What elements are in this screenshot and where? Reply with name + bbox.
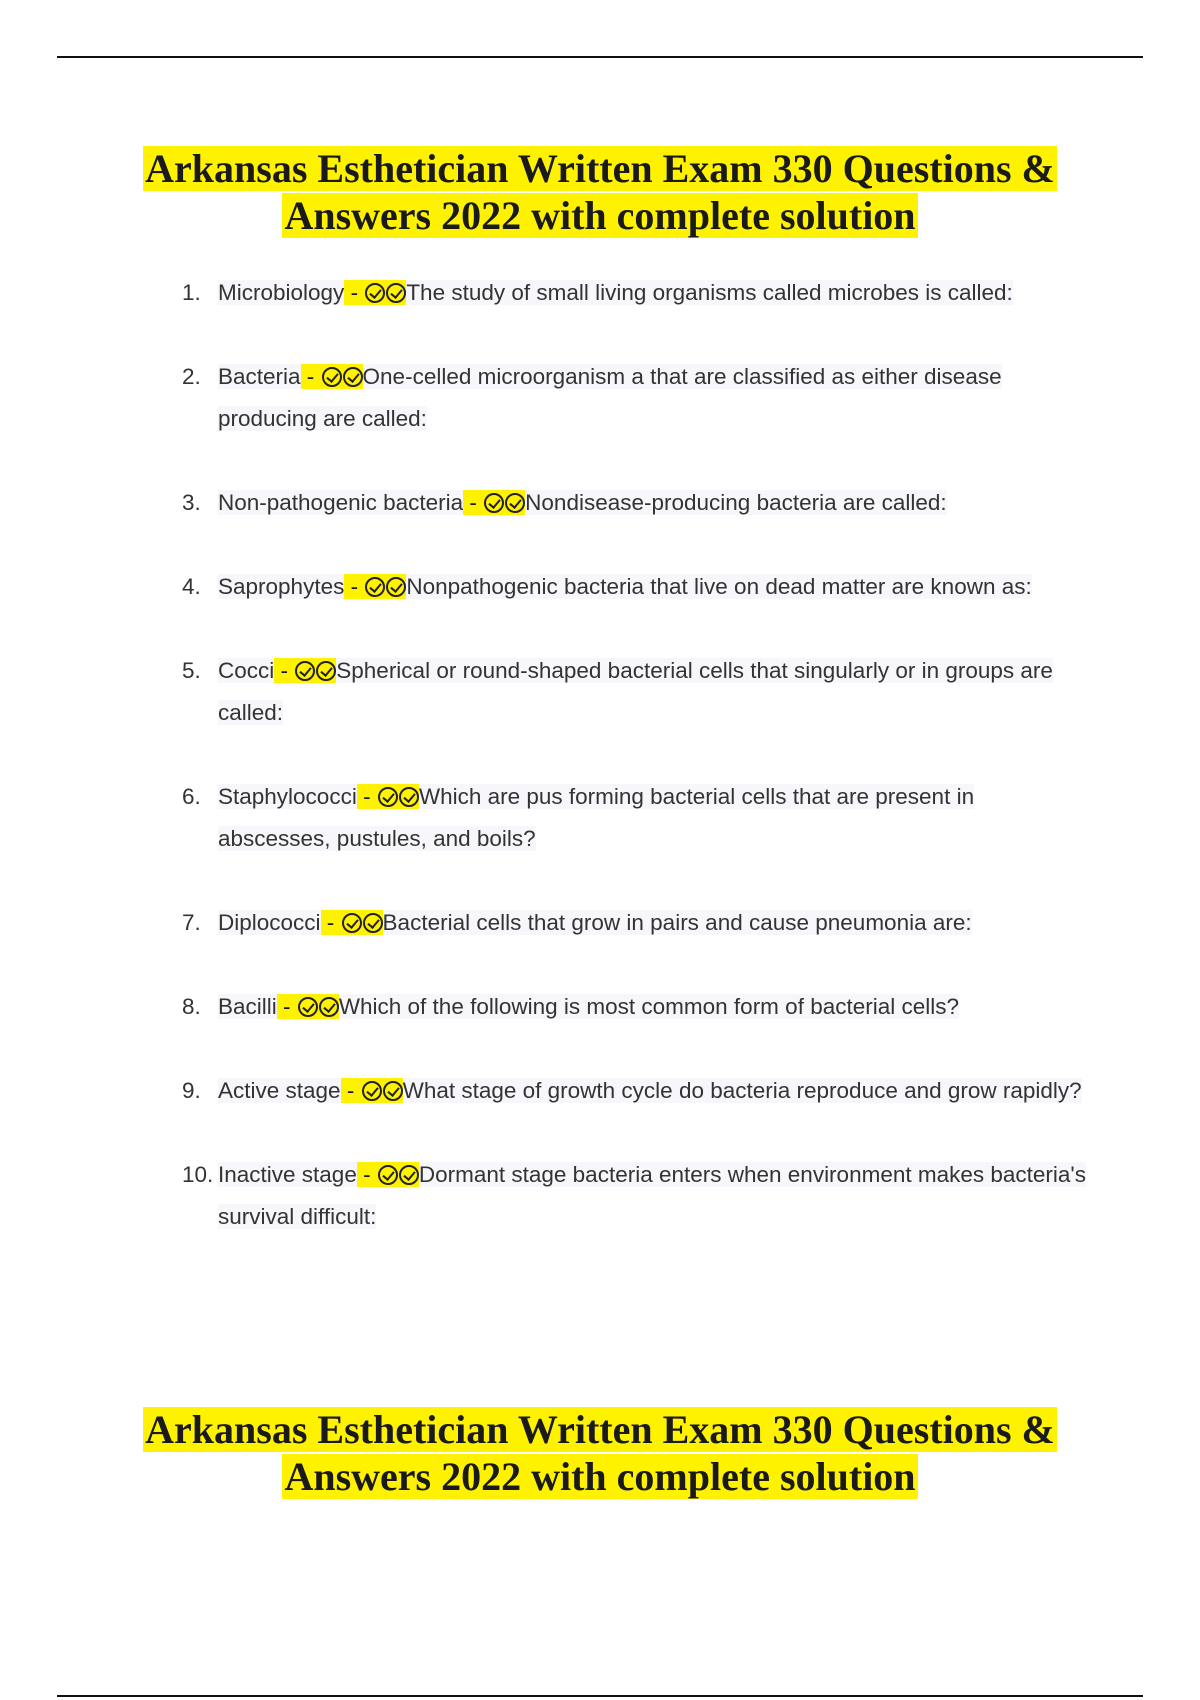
- separator-dash: -: [300, 364, 321, 389]
- list-item: [170, 986, 1090, 1028]
- checkmark-icon: [378, 787, 398, 807]
- list-item: [170, 902, 1090, 944]
- question-text: Nondisease-producing bacteria are called:: [525, 490, 947, 515]
- checkmark-icon: [378, 1165, 398, 1185]
- checkmark-icon: [319, 997, 339, 1017]
- checkmark-icon: [363, 913, 383, 933]
- question-text: Which are pus forming bacterial cells that are present in abscesses, pustules, and boils?: [218, 784, 975, 851]
- answer-term: Cocci: [218, 658, 275, 683]
- title-line-1: Arkansas Esthetician Written Exam 330 Questions &: [145, 146, 1055, 191]
- item-body: [218, 280, 1013, 305]
- separator-dash: -: [320, 910, 341, 935]
- checkmark-icon: [365, 577, 385, 597]
- checkmark-icon: [362, 1081, 382, 1101]
- answer-term: Diplococci: [218, 910, 321, 935]
- item-number: 4.: [182, 574, 201, 599]
- answer-separator: [341, 1078, 403, 1103]
- checkmark-icon: [484, 493, 504, 513]
- separator-dash: -: [274, 658, 295, 683]
- question-text: Which of the following is most common form of bacterial cells?: [338, 994, 960, 1019]
- bottom-rule: [57, 1695, 1143, 1697]
- item-body: [218, 490, 947, 515]
- item-body: [218, 1078, 1082, 1103]
- answer-term: Bacteria: [218, 364, 301, 389]
- question-text: Bacterial cells that grow in pairs and cause pneumonia are:: [382, 910, 972, 935]
- answer-separator: [301, 364, 363, 389]
- list-item: [170, 776, 1090, 860]
- list-item: [170, 650, 1090, 734]
- list-item: [170, 356, 1090, 440]
- answer-term: Inactive stage: [218, 1162, 357, 1187]
- document-title-repeat: [100, 1406, 1100, 1500]
- item-number: 6.: [182, 784, 201, 809]
- checkmark-icon: [298, 997, 318, 1017]
- answer-separator: [277, 994, 339, 1019]
- checkmark-icon: [365, 283, 385, 303]
- answer-term: Active stage: [218, 1078, 341, 1103]
- question-text: Spherical or round-shaped bacterial cells that singularly or in groups are called:: [218, 658, 1053, 725]
- question-list: [170, 272, 1090, 1280]
- item-number: 1.: [182, 280, 201, 305]
- item-body: [218, 994, 959, 1019]
- checkmark-icon: [386, 577, 406, 597]
- list-item: [170, 272, 1090, 314]
- checkmark-icon: [505, 493, 525, 513]
- question-text: Dormant stage bacteria enters when environment makes bacteria's survival difficult:: [218, 1162, 1086, 1229]
- item-body: [218, 364, 1002, 431]
- checkmark-icon: [399, 1165, 419, 1185]
- checkmark-icon: [342, 913, 362, 933]
- answer-term: Microbiology: [218, 280, 345, 305]
- item-number: 2.: [182, 364, 201, 389]
- item-number: 10.: [182, 1162, 214, 1187]
- item-body: [218, 1162, 1086, 1229]
- checkmark-icon: [295, 661, 315, 681]
- checkmark-icon: [343, 367, 363, 387]
- item-body: [218, 574, 1032, 599]
- answer-separator: [321, 910, 383, 935]
- checkmark-icon: [383, 1081, 403, 1101]
- top-rule: [57, 56, 1143, 58]
- question-text: Nonpathogenic bacteria that live on dead matter are known as:: [406, 574, 1032, 599]
- separator-dash: -: [344, 574, 365, 599]
- question-text: One-celled microorganism a that are classified as either disease producing are called:: [218, 364, 1002, 431]
- question-text: What stage of growth cycle do bacteria reproduce and grow rapidly?: [402, 1078, 1082, 1103]
- item-number: 3.: [182, 490, 201, 515]
- item-number: 9.: [182, 1078, 201, 1103]
- checkmark-icon: [386, 283, 406, 303]
- title-line-1-repeat: Arkansas Esthetician Written Exam 330 Questions &: [145, 1407, 1055, 1452]
- title-line-2-repeat: Answers 2022 with complete solution: [284, 1454, 916, 1499]
- item-body: [218, 784, 974, 851]
- answer-separator: [274, 658, 336, 683]
- separator-dash: -: [463, 490, 484, 515]
- question-text: The study of small living organisms called microbes is called:: [406, 280, 1013, 305]
- list-item: [170, 482, 1090, 524]
- item-body: [218, 910, 972, 935]
- answer-term: Staphylococci: [218, 784, 357, 809]
- separator-dash: -: [344, 280, 365, 305]
- answer-separator: [344, 574, 406, 599]
- title-line-2: Answers 2022 with complete solution: [284, 193, 916, 238]
- answer-separator: [463, 490, 525, 515]
- separator-dash: -: [340, 1078, 361, 1103]
- answer-term: Saprophytes: [218, 574, 345, 599]
- list-item: [170, 1070, 1090, 1112]
- item-number: 7.: [182, 910, 201, 935]
- answer-separator: [357, 1162, 419, 1187]
- answer-term: Non-pathogenic bacteria: [218, 490, 464, 515]
- separator-dash: -: [276, 994, 297, 1019]
- checkmark-icon: [322, 367, 342, 387]
- document-title: [100, 145, 1100, 239]
- list-item: [170, 566, 1090, 608]
- checkmark-icon: [316, 661, 336, 681]
- item-number: 5.: [182, 658, 201, 683]
- checkmark-icon: [399, 787, 419, 807]
- answer-separator: [357, 784, 419, 809]
- item-body: [218, 658, 1053, 725]
- separator-dash: -: [356, 784, 377, 809]
- separator-dash: -: [356, 1162, 377, 1187]
- answer-term: Bacilli: [218, 994, 277, 1019]
- answer-separator: [344, 280, 406, 305]
- item-number: 8.: [182, 994, 201, 1019]
- list-item: [170, 1154, 1090, 1238]
